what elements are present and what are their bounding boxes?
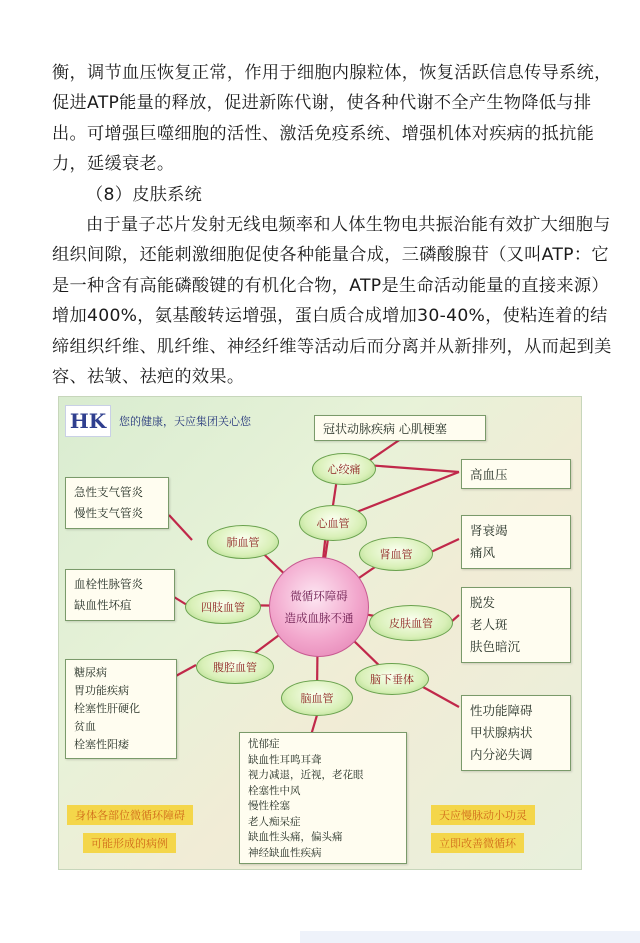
box-coronary: 冠状动脉疾病 心肌梗塞	[314, 415, 486, 441]
box-lung: 急性支气管炎 慢性支气管炎	[65, 477, 169, 529]
banner-left-2: 可能形成的病例	[83, 833, 176, 853]
oval-abdomen: 腹腔血管	[196, 650, 274, 684]
oval-lung: 肺血管	[207, 525, 279, 559]
center-microcirculation-node	[269, 557, 369, 657]
oval-angina: 心绞痛	[312, 453, 376, 485]
box-skin: 脱发 老人斑 肤色暗沉	[461, 587, 571, 663]
oval-brain: 脑血管	[281, 680, 353, 716]
box-brain: 忧郁症 缺血性耳鸣耳聋 视力减退，近视，老花眼 栓塞性中风 慢性栓塞 老人痴呆症 缺血性头痛，偏头痛 神经缺血性疾病	[239, 732, 407, 864]
box-hypertension: 高血压	[461, 459, 571, 489]
oval-kidney: 肾血管	[359, 537, 433, 571]
box-kidney: 肾衰竭 痛风	[461, 515, 571, 569]
center-line-2: 造成血脉不通	[284, 611, 354, 625]
box-abdomen: 糖尿病 胃功能疾病 栓塞性肝硬化 贫血 栓塞性阳痿	[65, 659, 177, 759]
oval-skin: 皮肤血管	[369, 605, 453, 641]
diagram-tagline: 您的健康，天应集团关心您	[119, 415, 251, 428]
box-pituitary: 性功能障碍 甲状腺病状 内分泌失调	[461, 695, 571, 771]
banner-right-1: 天应慢脉动小功灵	[431, 805, 535, 825]
paragraph-intro: 衡，调节血压恢复正常，作用于细胞内腺粒体，恢复活跃信息传导系统，促进ATP能量的释放，促进新陈代谢，使各种代谢不全产生物降低与排出。可增强巨噬细胞的活性、激活免疫系统、增强机体对疾病的抵抗能力，延缓衰老。	[52, 63, 612, 175]
banner-left-1: 身体各部位微循环障碍	[67, 805, 193, 825]
box-limbs: 血栓性脉管炎 缺血性坏疽	[65, 569, 175, 621]
article-text	[52, 58, 612, 392]
oval-heart: 心血管	[299, 505, 367, 541]
oval-limbs: 四肢血管	[185, 590, 261, 624]
microcirculation-diagram-photo	[58, 396, 582, 870]
company-logo: HK	[65, 405, 111, 437]
page-edge	[300, 931, 640, 943]
section-heading-skin: （8）皮肤系统	[86, 184, 203, 205]
paragraph-skin: 由于量子芯片发射无线电频率和人体生物电共振治能有效扩大细胞与组织间隙，还能刺激细胞促使各种能量合成，三磷酸腺苷（又叫ATP：它是一种含有高能磷酸键的有机化合物，ATP是生命活动能量的直接来源）增加400%，氨基酸转运增强，蛋白质合成增加30-40%，使粘连着的结缔组织纤维、肌纤维、神经纤维等活动后而分离并从新排列，从而起到美容、祛皱、祛疤的效果。	[52, 215, 612, 388]
banner-right-2: 立即改善微循环	[431, 833, 524, 853]
oval-pituitary: 脑下垂体	[355, 663, 429, 695]
center-line-1: 微循环障碍	[290, 589, 348, 603]
